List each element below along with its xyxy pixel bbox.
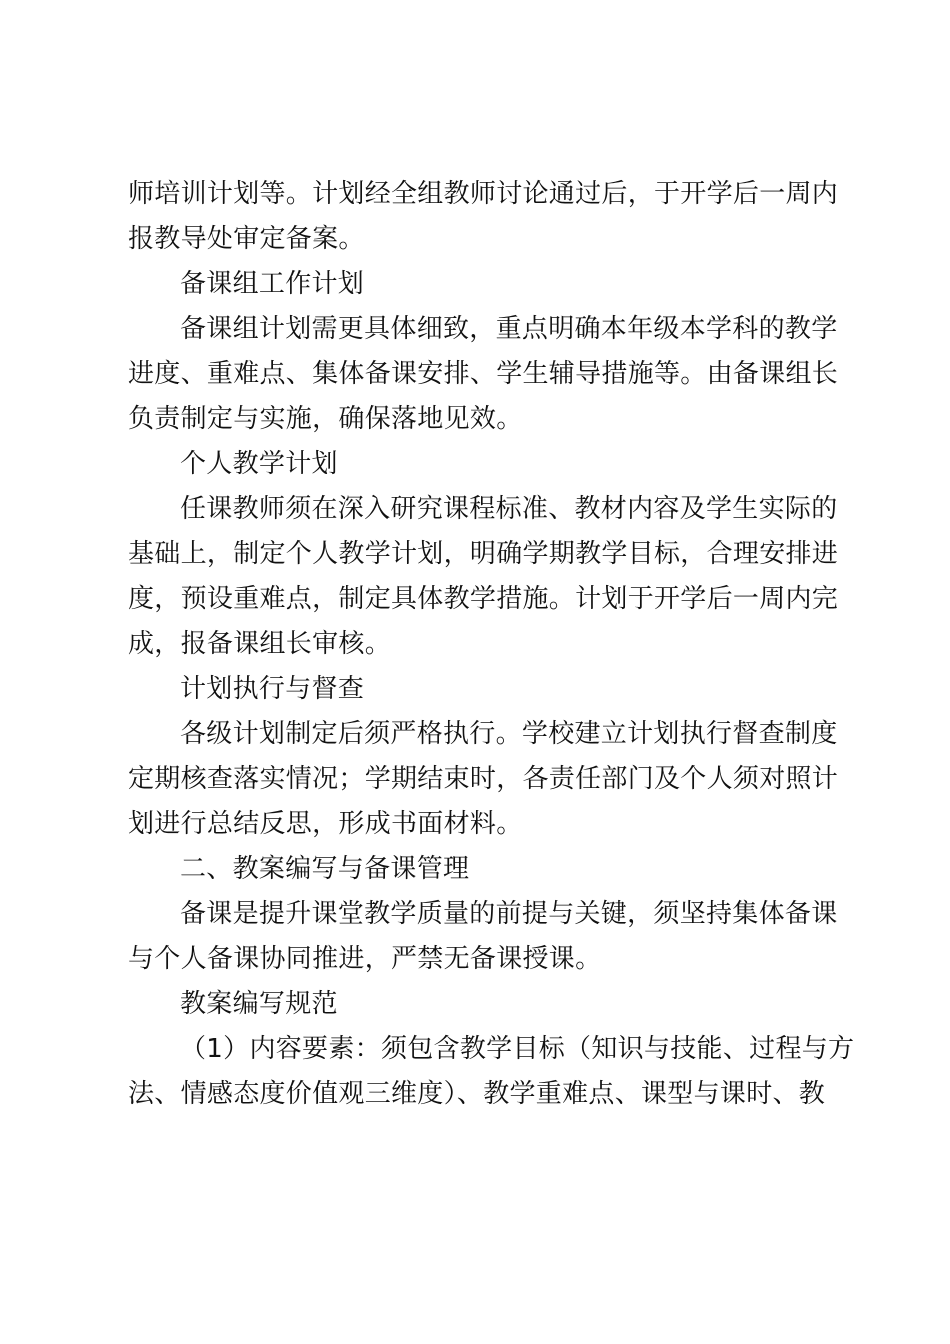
paragraph-start: 各级计划制定后须严格执行。学校建立计划执行督查制度: [180, 719, 838, 749]
section-heading: 个人教学计划: [180, 449, 338, 479]
section-heading: 计划执行与督查: [180, 674, 365, 704]
text-line: 负责制定与实施，确保落地见效。: [128, 404, 523, 434]
text-line: 基础上，制定个人教学计划，明确学期教学目标，合理安排进: [128, 539, 839, 569]
paragraph-start: 任课教师须在深入研究课程标准、教材内容及学生实际的: [180, 494, 838, 524]
text-line: 法、情感态度价值观三维度）、教学重难点、课型与课时、教: [128, 1079, 826, 1109]
chapter-heading: 二、教案编写与备课管理: [180, 854, 470, 884]
text-line: 成，报备课组长审核。: [128, 629, 392, 659]
paragraph-start: （1）内容要素：须包含教学目标（知识与技能、过程与方: [180, 1034, 855, 1064]
section-heading: 备课组工作计划: [180, 269, 365, 299]
section-heading: 教案编写规范: [180, 989, 338, 1019]
text-line: 报教导处审定备案。: [128, 224, 365, 254]
paragraph-start: 备课是提升课堂教学质量的前提与关键，须坚持集体备课: [180, 899, 838, 929]
text-line: 度，预设重难点，制定具体教学措施。计划于开学后一周内完: [128, 584, 839, 614]
text-line: 与个人备课协同推进，严禁无备课授课。: [128, 944, 602, 974]
text-line: 定期核查落实情况；学期结束时，各责任部门及个人须对照计: [128, 764, 839, 794]
document-body: [128, 172, 855, 1117]
text-line: 进度、重难点、集体备课安排、学生辅导措施等。由备课组长: [128, 359, 839, 389]
paragraph-start: 备课组计划需更具体细致，重点明确本年级本学科的教学: [180, 314, 838, 344]
text-line: 师培训计划等。计划经全组教师讨论通过后，于开学后一周内: [128, 179, 839, 209]
text-line: 划进行总结反思，形成书面材料。: [128, 809, 523, 839]
